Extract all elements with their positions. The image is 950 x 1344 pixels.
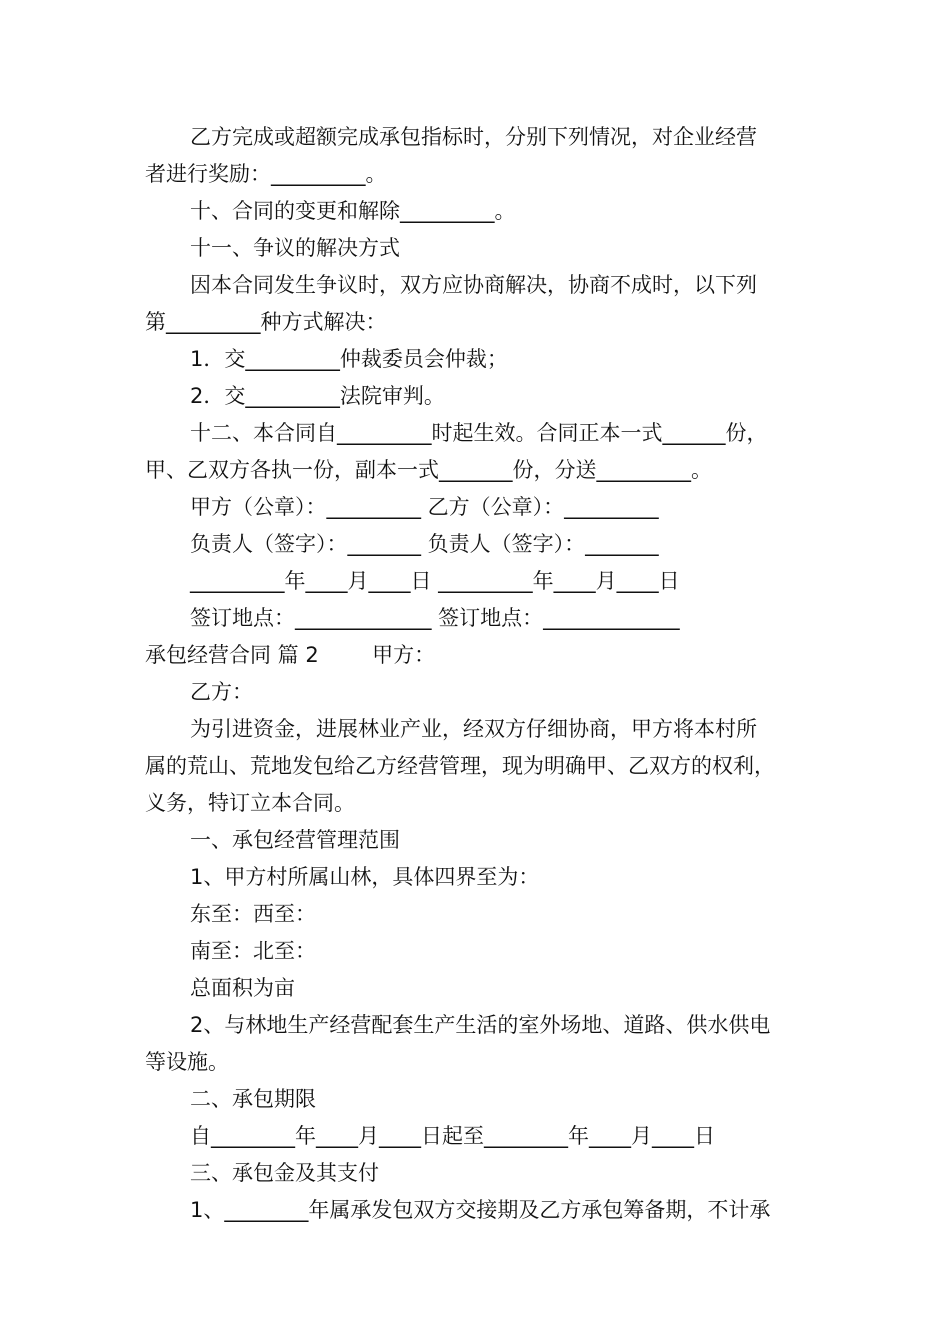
- paragraph-line: 因本合同发生争议时，双方应协商解决，协商不成时，以下列: [190, 273, 757, 297]
- paragraph-line: 乙方完成或超额完成承包指标时，分别下列情况，对企业经营: [190, 125, 757, 149]
- section-heading: 一、承包经营管理范围: [190, 828, 400, 852]
- list-item: 2、与林地生产经营配套生产生活的室外场地、道路、供水供电: [190, 1013, 771, 1037]
- paragraph-line: 为引进资金，进展林业产业，经双方仔细协商，甲方将本村所: [190, 717, 757, 741]
- paragraph-line: 南至：北至：: [190, 939, 316, 963]
- paragraph-line: 第_________种方式解决：: [145, 310, 387, 334]
- list-item: 2．交_________法院审判。: [190, 384, 445, 408]
- contract-title-line: 承包经营合同 篇 2 甲方：: [145, 643, 436, 667]
- list-item: 1、________年属承发包双方交接期及乙方承包筹备期，不计承: [190, 1198, 771, 1222]
- signature-line: 签订地点：_____________ 签订地点：_____________: [190, 606, 680, 630]
- section-heading: 十二、本合同自_________时起生效。合同正本一式______份，: [190, 421, 768, 445]
- signature-line: 甲方（公章）：_________ 乙方（公章）：_________: [190, 495, 659, 519]
- section-heading: 十、合同的变更和解除_________。: [190, 199, 516, 223]
- list-item: 1、甲方村所属山林，具体四界至为：: [190, 865, 540, 889]
- paragraph-line: 总面积为亩: [190, 976, 295, 1000]
- signature-line: 负责人（签字）：_______ 负责人（签字）：_______: [190, 532, 659, 556]
- paragraph-line: 者进行奖励：_________。: [145, 162, 387, 186]
- paragraph-line: 甲、乙双方各执一份，副本一式_______份，分送_________。: [145, 458, 712, 482]
- paragraph-line: 属的荒山、荒地发包给乙方经营管理，现为明确甲、乙双方的权利，: [145, 754, 775, 778]
- section-heading: 三、承包金及其支付: [190, 1161, 379, 1185]
- paragraph-line: 等设施。: [145, 1050, 229, 1074]
- party-line: 乙方：: [190, 680, 253, 704]
- paragraph-line: 义务，特订立本合同。: [145, 791, 355, 815]
- section-heading: 二、承包期限: [190, 1087, 316, 1111]
- list-item: 1．交_________仲裁委员会仲裁；: [190, 347, 508, 371]
- paragraph-line: 东至：西至：: [190, 902, 316, 926]
- date-line: _________年____月____日 _________年____月____日: [190, 569, 680, 593]
- date-line: 自________年____月____日起至________年____月____日: [190, 1124, 715, 1148]
- section-heading: 十一、争议的解决方式: [190, 236, 400, 260]
